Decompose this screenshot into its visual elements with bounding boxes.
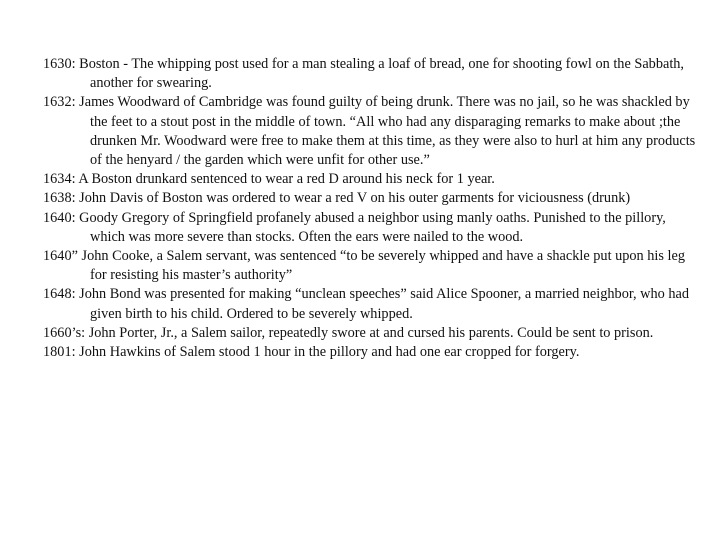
list-item: [43, 324, 703, 343]
entry-date: 1638:: [43, 190, 76, 207]
list-item: [43, 189, 703, 208]
entry-text: A Boston drunkard sentenced to wear a red D around his neck for 1 year.: [78, 171, 495, 188]
entry-date: 1634:: [43, 171, 76, 188]
entry-text: John Porter, Jr., a Salem sailor, repeatedly swore at and cursed his parents. Could be sent to prison.: [88, 324, 654, 341]
list-item: [43, 93, 703, 170]
entry-text: Boston - The whipping post used for a man stealing a loaf of bread, one for shooting fowl on the Sabbath, another for swearing.: [79, 56, 685, 92]
entry-date: 1630:: [43, 56, 76, 72]
list-item: [43, 285, 703, 323]
entry-list: [43, 55, 703, 362]
entry-text: John Bond was presented for making “unclean speeches” said Alice Spooner, a married neighbor, who had given birth to his child. Ordered to be severely whipped.: [79, 286, 690, 322]
entry-date: 1632:: [43, 94, 76, 111]
entry-text: Goody Gregory of Springfield profanely abused a neighbor using manly oaths. Punished to the pillory, which was more severe than stocks. Often the ears were nailed to the wood.: [79, 209, 666, 245]
entry-text: John Davis of Boston was ordered to wear a red V on his outer garments for viciousness (drunk): [79, 190, 631, 207]
entry-date: 1648:: [43, 286, 76, 303]
entry-date: 1801:: [43, 344, 76, 361]
entry-date: 1640:: [43, 209, 76, 226]
entry-text: John Cooke, a Salem servant, was sentenced “to be severely whipped and have a shackle put upon his leg for resisting his master’s authority”: [81, 248, 686, 284]
list-item: [43, 170, 703, 189]
entry-text: James Woodward of Cambridge was found guilty of being drunk. There was no jail, so he was shackled by the feet to a stout post in the middle of town. “All who had any disparaging remarks to make about ;the drunken Mr. Woodward were free to make them at this time, as they were also to hurl at him any products of the henyard / the garden which were unfit for other use.”: [79, 94, 696, 169]
list-item: [43, 343, 703, 362]
entry-text: John Hawkins of Salem stood 1 hour in the pillory and had one ear cropped for forgery.: [79, 344, 580, 361]
entry-date: 1660’s:: [43, 324, 86, 341]
list-item: [43, 209, 703, 247]
list-item: [43, 247, 703, 285]
entry-date: 1640”: [43, 248, 78, 265]
list-item: [43, 55, 703, 93]
